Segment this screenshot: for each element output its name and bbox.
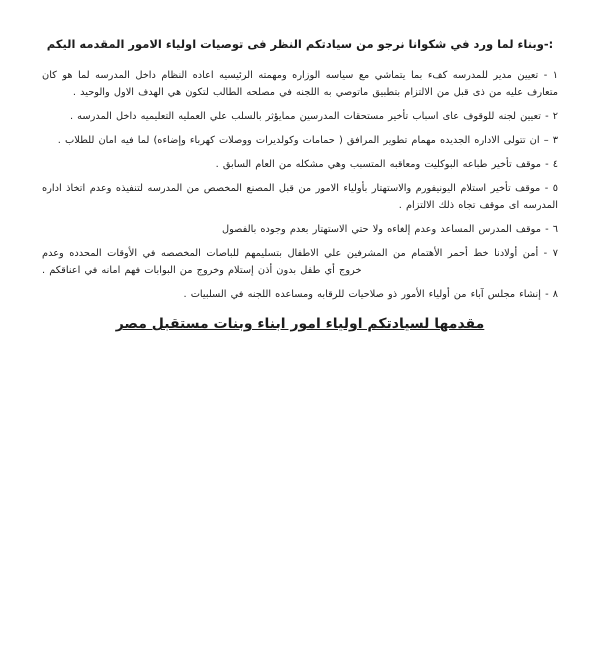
list-item-4: ٤ - موقف تأخير طباعه البوكليت ومعاقبه المتسبب وهي مشكله من العام السابق . (215, 159, 558, 171)
recommendations-list (42, 67, 558, 303)
list-item-5: ٥ - موقف تأخير استلام اليونيفورم والاستهتار بأولياء الامور من قبل المصنع المخصص من المدرسه لتنفيذه وعدم اتخاذ اداره المدرسه اى موقف تجاه ذلك الالتزام . (42, 183, 558, 212)
document-title: :-وبناء لما ورد في شكوانا نرجو من سيادتكم النظر فى توصيات اولياء الامور المقدمه اليكم (46, 37, 554, 51)
list-item-2: ٢ - تعيين لجنه للوقوف عاى اسباب تأخير مستحقات المدرسين ممايؤثر بالسلب علي العمليه التعليميه داخل المدرسه . (69, 111, 558, 123)
list-item-3: ٣ – ان تتولى الاداره الجديده مهمام تطوير المرافق ( حمامات وكولديرات ووصلات كهرباء وإضاءه) لما فيه امان للطلاب . (57, 135, 558, 147)
list-item-8: ٨ - إنشاء مجلس آباء من أولياء الأمور ذو صلاحيات للرقابه ومساعده اللجنه في السلبيات . (183, 289, 558, 301)
list-item-6: ٦ - موقف المدرس المساعد وعدم إلغاءه ولا حتي الاستهتار بعدم وجوده بالفصول (221, 224, 558, 236)
closing-signature: مقدمها لسيادتكم اولياء امور ابناء وبنات مستقبل مصر (115, 316, 485, 333)
list-item-1: ١ - تعيين مدير للمدرسه كفء بما يتماشي مع سياسه الوزاره ومهمته الرئيسيه اعاده النظام داخل المدرسه لما هو كان متعارف عليه من ذى قبل من الالتزام بتطبيق ماتوصي به اللجنه في مصلحه الطالب لتكون هي الهدف الاول والوحيد . (42, 70, 558, 99)
list-item-7: ٧ - أمن أولادنا خط أحمر الأهتمام من المشرفين علي الاطفال بتسليمهم للباصات المخصصه في الأوقات المحدده وعدم خروج أي طفل بدون أذن إستلام وخروج من البوابات فهم امانه في اعناقكم . (42, 248, 558, 277)
